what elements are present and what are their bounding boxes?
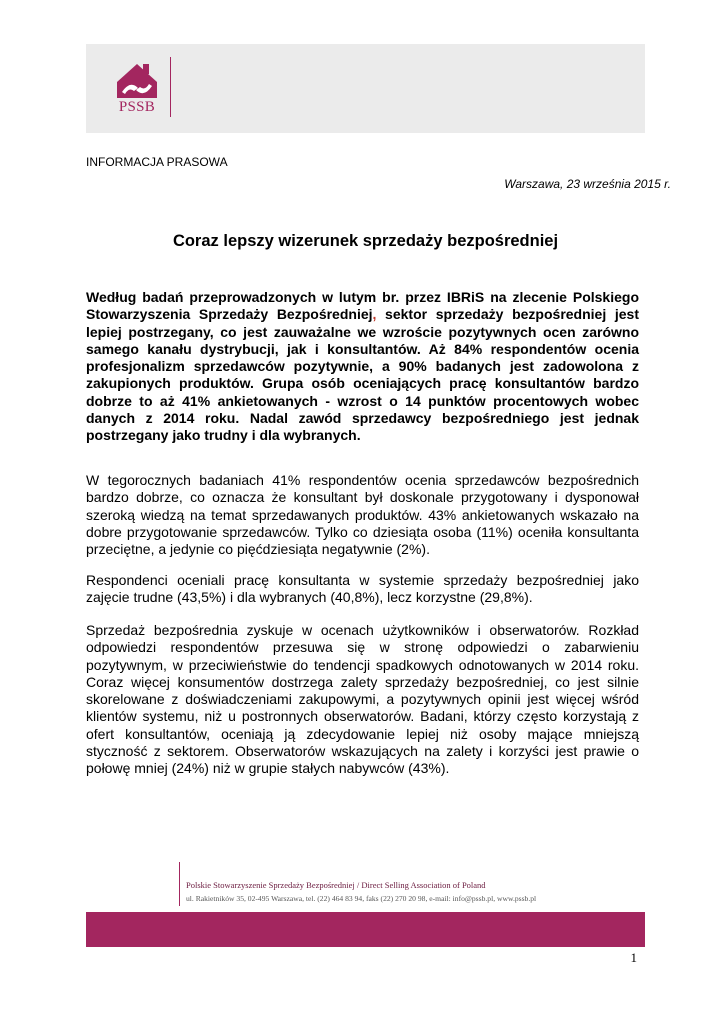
footer-band (86, 912, 645, 947)
press-release-label: INFORMACJA PRASOWA (86, 155, 228, 169)
logo-divider (170, 57, 171, 117)
footer-divider (179, 862, 180, 906)
lead-comma: , (372, 306, 377, 323)
lead-paragraph (86, 289, 639, 445)
lead-text-part2: sektor sprzedaży bezpośredniej jest lepiej postrzegany, co jest zauważalne we wzroście pozytywnych ocen zarówno samego kanału dystrybucji, jak i konsultantów. Aż 84% respondentów ocenia profesjonalizm sprzedawców pozytywnie, a 90% badanych jest zadowolona z zakupionych produktów. Grupa osób oceniających pracę konsultantów bardzo dobrze to aż 41% ankietowanych - wzrost o 14 punktów procentowych wobec danych z 2014 roku. Nadal zawód sprzedawcy bezpośredniego jest jednak postrzegany jako trudny i dla wybranych. (86, 306, 639, 444)
paragraph-4: Sprzedaż bezpośrednia zyskuje w ocenach użytkowników i obserwatorów. Rozkład odpowiedzi respondentów przesuwa się w stronę odpowiedzi o zabarwieniu pozytywnym, w przeciwieństwie do tendencji spadkowych odnotowanych w 2014 roku. Coraz więcej konsumentów dostrzega zalety sprzedaży bezpośredniej, co jest silnie skorelowane z doświadczeniami zakupowymi, a pozytywnych opinii jest więcej wśród klientów systemu, niż u postronnych obserwatorów. Badani, którzy często korzystają z ofert konsultantów, oceniają ją zdecydowanie lepiej niż osoby mające mniejszą styczność z sektorem. Obserwatorów wskazujących na zalety i korzyści jest prawie o połowę mniej (24%) niż w grupie stałych nabywców (43%). (86, 622, 639, 777)
paragraph-3: Respondenci oceniali pracę konsultanta w systemie sprzedaży bezpośredniej jako zajęcie trudne (43,5%) i dla wybranych (40,8%), lecz korzystne (29,8%). (86, 572, 639, 606)
logo-text: PSSB (118, 99, 156, 115)
paragraph-2: W tegorocznych badaniach 41% respondentów ocenia sprzedawców bezpośrednich bardzo dobrze, co oznacza że konsultant był doskonale przygotowany i dysponował szeroką wiedzą na temat sprzedawanych produktów. 43% ankietowanych wskazało na dobre przygotowanie sprzedawców. Tylko co dziesiąta osoba (11%) oceniła konsultanta przeciętne, a jedynie co pięćdziesiąta negatywnie (2%). (86, 472, 639, 558)
footer-address: ul. Rakietników 35, 02-495 Warszawa, tel. (22) 464 83 94, faks (22) 270 20 98, e-mail: info@pssb.pl, www.pssb.pl (186, 894, 537, 903)
lead-text-part1: Według badań przeprowadzonych w lutym br. przez IBRiS na zlecenie Polskiego Stowarzyszenia Sprzedaży Bezpośredniej (86, 289, 639, 323)
document-title: Coraz lepszy wizerunek sprzedaży bezpośredniej (172, 232, 559, 250)
document-date: Warszawa, 23 września 2015 r. (504, 177, 671, 191)
footer-org-name: Polskie Stowarzyszenie Sprzedaży Bezpośredniej / Direct Selling Association of Poland (186, 880, 486, 890)
page-number: 1 (630, 950, 637, 965)
